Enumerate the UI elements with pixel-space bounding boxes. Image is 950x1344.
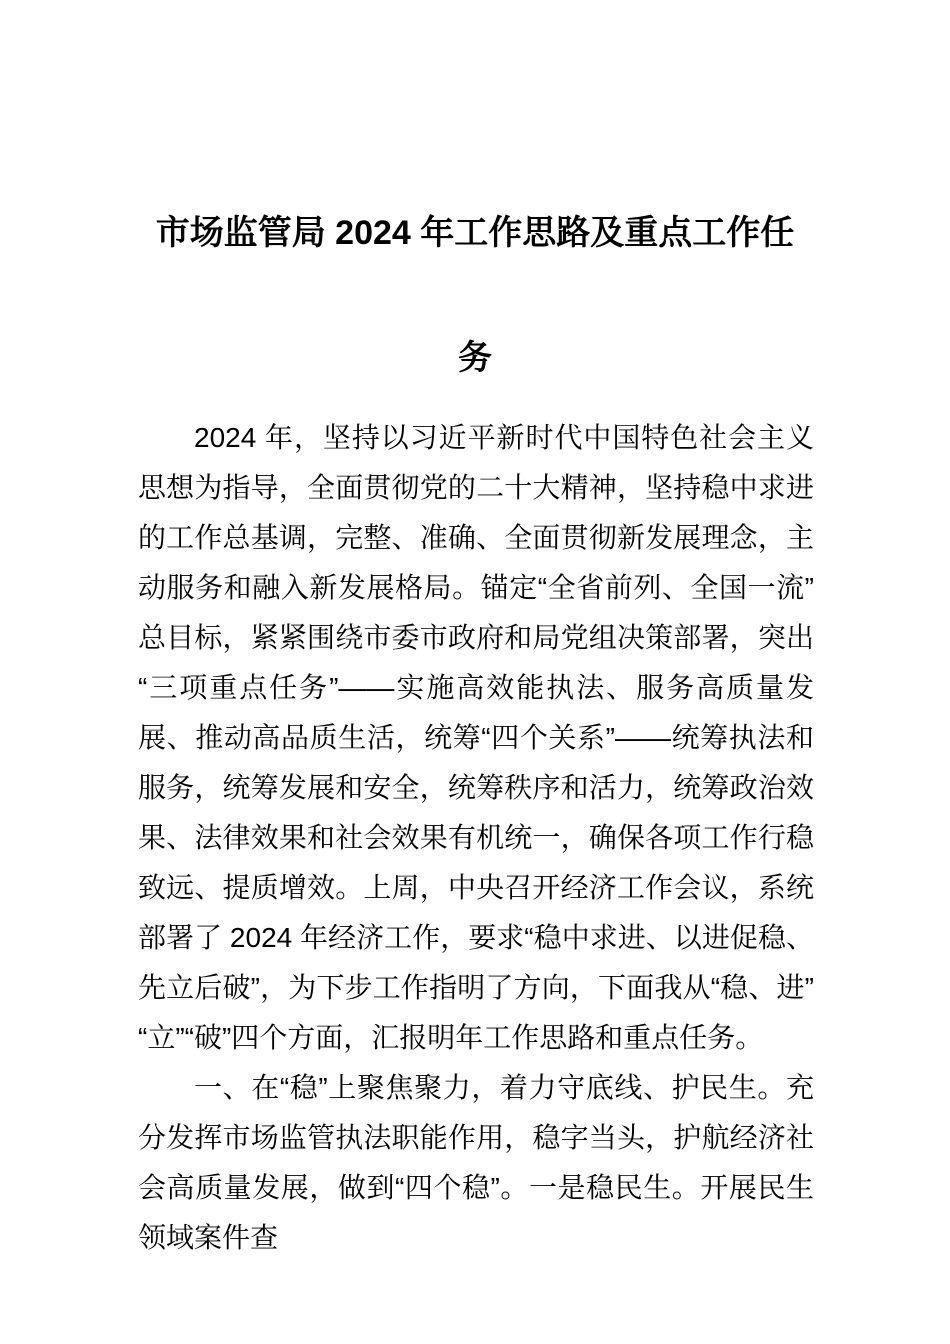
page-title [138,171,812,421]
paragraph-section-one: 一、在“稳”上聚焦聚力，着力守底线、护民生。充分发挥市场监管执法职能作用，稳字当头，护航经济社会高质量发展，做到“四个稳”。一是稳民生。开展民生领域案件查 [138,1072,814,1253]
page-title-line-1: 市场监管局 2024 年工作思路及重点工作任 [155,213,795,252]
paragraph-intro: 2024 年，坚持以习近平新时代中国特色社会主义思想为指导，全面贯彻党的二十大精神，坚持稳中求进的工作总基调，完整、准确、全面贯彻新发展理念，主动服务和融入新发展格局。锚定“全省前列、全国一流”总目标，紧紧围绕市委市政府和局党组决策部署，突出“三项重点任务”——实施高效能执法、服务高质量发展、推动高品质生活，统筹“四个关系”——统筹执法和服务，统筹发展和安全，统筹秩序和活力，统筹政治效果、法律效果和社会效果有机统一，确保各项工作行稳致远、提质增效。上周，中央召开经济工作会议，系统部署了 2024 年经济工作，要求“稳中求进、以进促稳、先立后破”，为下步工作指明了方向，下面我从“稳、进”“立”“破”四个方面，汇报明年工作思路和重点任务。 [138,422,814,1053]
document-body [138,413,814,1263]
page-title-line-2: 务 [458,338,492,377]
